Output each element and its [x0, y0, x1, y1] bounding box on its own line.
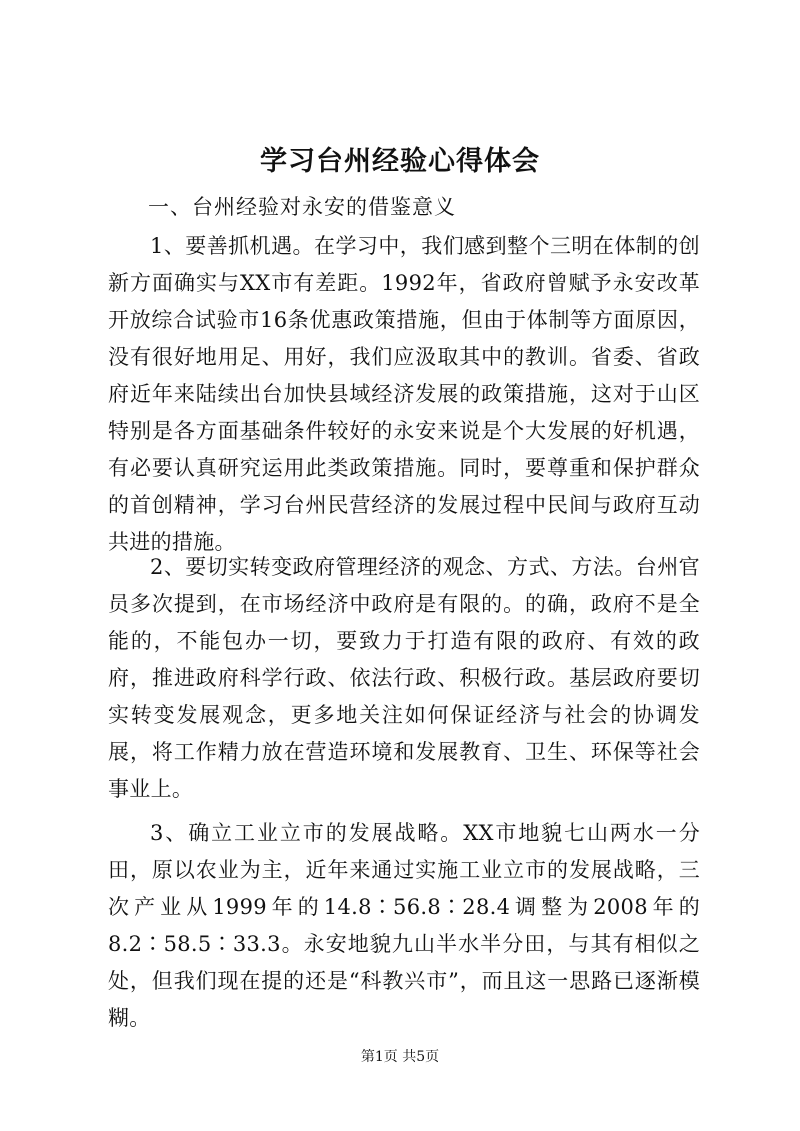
- paragraph-2: 2、要切实转变政府管理经济的观念、方式、方法。台州官员多次提到，在市场经济中政府是有限的。的确，政府不是全能的，不能包办一切，要致力于打造有限的政府、有效的政府，推进政府科学行政、依法行政、积极行政。基层政府要切实转变发展观念，更多地关注如何保证经济与社会的协调发展，将工作精力放在营造环境和发展教育、卫生、环保等社会事业上。: [108, 555, 700, 801]
- page-footer: 第1页 共5页: [360, 1049, 440, 1065]
- paragraph-3: 3、确立工业立市的发展战略。XX市地貌七山两水一分田，原以农业为主，近年来通过实施工业立市的发展战略，三次产业从1999年的14.8∶56.8∶28.4调整为2008年的8.2∶58.5∶33.3。永安地貌九山半水半分田，与其有相似之处，但我们现在提的还是“科教兴市”，而且这一思路已逐渐模糊。: [108, 821, 700, 1030]
- paragraph-1: 1、要善抓机遇。在学习中，我们感到整个三明在体制的创新方面确实与XX市有差距。1992年，省政府曾赋予永安改革开放综合试验市16条优惠政策措施，但由于体制等方面原因，没有很好地用足、用好，我们应汲取其中的教训。省委、省政府近年来陆续出台加快县域经济发展的政策措施，这对于山区特别是各方面基础条件较好的永安来说是个大发展的好机遇，有必要认真研究运用此类政策措施。同时，要尊重和保护群众的首创精神，学习台州民营经济的发展过程中民间与政府互动共进的措施。: [108, 234, 700, 554]
- document-title: 学习台州经验心得体会: [260, 146, 540, 177]
- section-heading: 一、台州经验对永安的借鉴意义: [148, 195, 456, 219]
